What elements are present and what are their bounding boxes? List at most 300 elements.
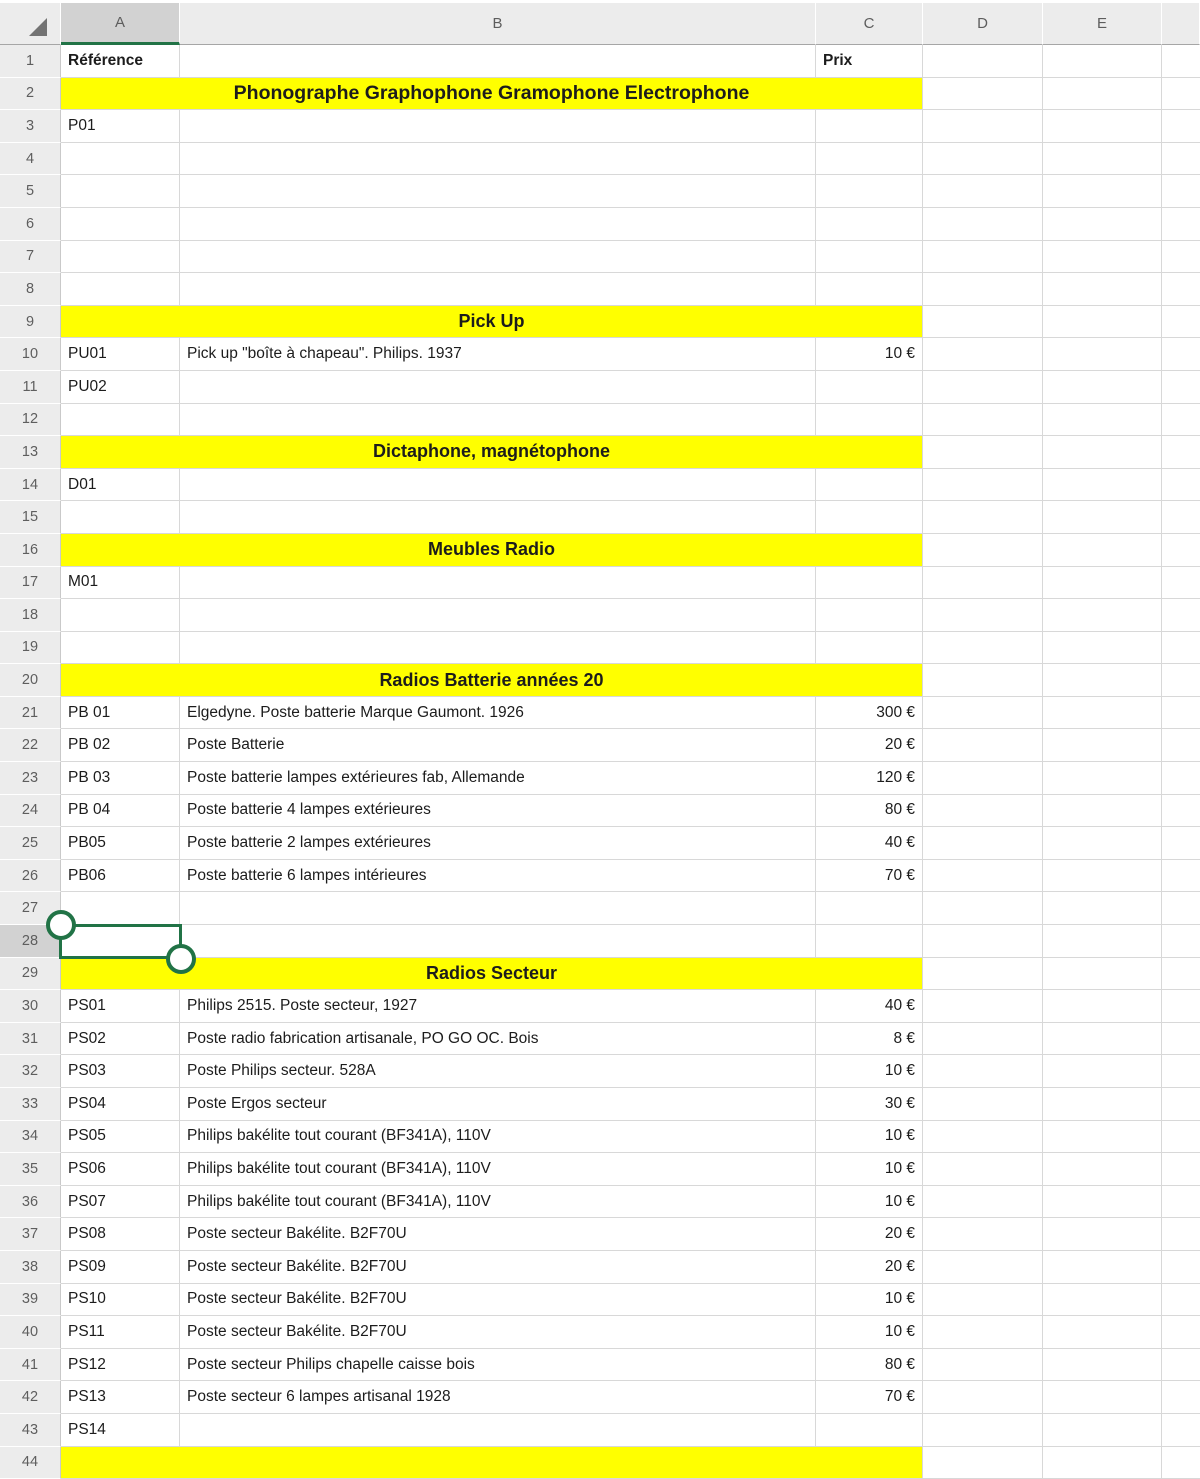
cell-D19[interactable] — [923, 632, 1043, 665]
row-header-13[interactable]: 13 — [0, 436, 61, 469]
cell-F18[interactable] — [1162, 599, 1200, 632]
cell-C41[interactable]: 80 € — [816, 1349, 923, 1382]
cell-B41[interactable]: Poste secteur Philips chapelle caisse bois — [180, 1349, 816, 1382]
cell-C19[interactable] — [816, 632, 923, 665]
cell-F26[interactable] — [1162, 860, 1200, 893]
cell-C11[interactable] — [816, 371, 923, 404]
cell-F43[interactable] — [1162, 1414, 1200, 1447]
cell-E4[interactable] — [1043, 143, 1162, 176]
cell-D30[interactable] — [923, 990, 1043, 1023]
cell-D42[interactable] — [923, 1381, 1043, 1414]
row-header-5[interactable]: 5 — [0, 175, 61, 208]
cell-A23[interactable]: PB 03 — [61, 762, 180, 795]
cell-C26[interactable]: 70 € — [816, 860, 923, 893]
selection-handle-top-left[interactable] — [46, 910, 76, 940]
cell-A6[interactable] — [61, 208, 180, 241]
cell-B12[interactable] — [180, 404, 816, 437]
row-header-23[interactable]: 23 — [0, 762, 61, 795]
cell-F23[interactable] — [1162, 762, 1200, 795]
cell-E8[interactable] — [1043, 273, 1162, 306]
cell-C22[interactable]: 20 € — [816, 729, 923, 762]
cell-A1[interactable]: Référence — [61, 45, 180, 78]
cell-E41[interactable] — [1043, 1349, 1162, 1382]
cell-C35[interactable]: 10 € — [816, 1153, 923, 1186]
cell-C17[interactable] — [816, 567, 923, 600]
cell-B28[interactable] — [180, 925, 816, 958]
cell-E2[interactable] — [1043, 78, 1162, 111]
cell-A42[interactable]: PS13 — [61, 1381, 180, 1414]
section-banner-row-13[interactable]: Dictaphone, magnétophone — [61, 436, 923, 469]
cell-C30[interactable]: 40 € — [816, 990, 923, 1023]
cell-D40[interactable] — [923, 1316, 1043, 1349]
cell-A27[interactable] — [61, 892, 180, 925]
row-header-1[interactable]: 1 — [0, 45, 61, 78]
cell-B21[interactable]: Elgedyne. Poste batterie Marque Gaumont. 1926 — [180, 697, 816, 730]
cell-D26[interactable] — [923, 860, 1043, 893]
row-header-16[interactable]: 16 — [0, 534, 61, 567]
row-header-20[interactable]: 20 — [0, 664, 61, 697]
column-header-C[interactable]: C — [816, 3, 923, 45]
row-header-25[interactable]: 25 — [0, 827, 61, 860]
cell-C21[interactable]: 300 € — [816, 697, 923, 730]
cell-F11[interactable] — [1162, 371, 1200, 404]
cell-A8[interactable] — [61, 273, 180, 306]
cell-B11[interactable] — [180, 371, 816, 404]
cell-F6[interactable] — [1162, 208, 1200, 241]
cell-F16[interactable] — [1162, 534, 1200, 567]
cell-E36[interactable] — [1043, 1186, 1162, 1219]
row-header-41[interactable]: 41 — [0, 1349, 61, 1382]
cell-E11[interactable] — [1043, 371, 1162, 404]
cell-C42[interactable]: 70 € — [816, 1381, 923, 1414]
cell-C10[interactable]: 10 € — [816, 338, 923, 371]
row-header-18[interactable]: 18 — [0, 599, 61, 632]
row-header-24[interactable]: 24 — [0, 795, 61, 828]
cell-B8[interactable] — [180, 273, 816, 306]
cell-E20[interactable] — [1043, 664, 1162, 697]
cell-B1[interactable] — [180, 45, 816, 78]
cell-E32[interactable] — [1043, 1055, 1162, 1088]
cell-A14[interactable]: D01 — [61, 469, 180, 502]
cell-B6[interactable] — [180, 208, 816, 241]
cell-B15[interactable] — [180, 501, 816, 534]
cell-E5[interactable] — [1043, 175, 1162, 208]
column-header-E[interactable]: E — [1043, 3, 1162, 45]
cell-A25[interactable]: PB05 — [61, 827, 180, 860]
cell-F41[interactable] — [1162, 1349, 1200, 1382]
cell-D23[interactable] — [923, 762, 1043, 795]
cell-D9[interactable] — [923, 306, 1043, 339]
select-all-button[interactable] — [0, 3, 61, 45]
cell-A31[interactable]: PS02 — [61, 1023, 180, 1056]
cell-F40[interactable] — [1162, 1316, 1200, 1349]
cell-B38[interactable]: Poste secteur Bakélite. B2F70U — [180, 1251, 816, 1284]
cell-F7[interactable] — [1162, 241, 1200, 274]
cell-B26[interactable]: Poste batterie 6 lampes intérieures — [180, 860, 816, 893]
cell-A33[interactable]: PS04 — [61, 1088, 180, 1121]
cell-E33[interactable] — [1043, 1088, 1162, 1121]
cell-E29[interactable] — [1043, 958, 1162, 991]
row-header-7[interactable]: 7 — [0, 241, 61, 274]
row-header-42[interactable]: 42 — [0, 1381, 61, 1414]
cell-C6[interactable] — [816, 208, 923, 241]
cell-C39[interactable]: 10 € — [816, 1284, 923, 1317]
cell-B27[interactable] — [180, 892, 816, 925]
cell-E6[interactable] — [1043, 208, 1162, 241]
cell-B14[interactable] — [180, 469, 816, 502]
cell-E24[interactable] — [1043, 795, 1162, 828]
cell-F42[interactable] — [1162, 1381, 1200, 1414]
cell-E28[interactable] — [1043, 925, 1162, 958]
cell-E16[interactable] — [1043, 534, 1162, 567]
cell-B39[interactable]: Poste secteur Bakélite. B2F70U — [180, 1284, 816, 1317]
cell-E34[interactable] — [1043, 1121, 1162, 1154]
cell-C34[interactable]: 10 € — [816, 1121, 923, 1154]
cell-F4[interactable] — [1162, 143, 1200, 176]
cell-D21[interactable] — [923, 697, 1043, 730]
cell-E43[interactable] — [1043, 1414, 1162, 1447]
row-header-6[interactable]: 6 — [0, 208, 61, 241]
cell-A5[interactable] — [61, 175, 180, 208]
cell-C36[interactable]: 10 € — [816, 1186, 923, 1219]
cell-D8[interactable] — [923, 273, 1043, 306]
cell-C3[interactable] — [816, 110, 923, 143]
row-header-38[interactable]: 38 — [0, 1251, 61, 1284]
cell-C33[interactable]: 30 € — [816, 1088, 923, 1121]
cell-C12[interactable] — [816, 404, 923, 437]
cell-F8[interactable] — [1162, 273, 1200, 306]
cell-D18[interactable] — [923, 599, 1043, 632]
cell-E19[interactable] — [1043, 632, 1162, 665]
cell-A40[interactable]: PS11 — [61, 1316, 180, 1349]
cell-B23[interactable]: Poste batterie lampes extérieures fab, Allemande — [180, 762, 816, 795]
cell-A32[interactable]: PS03 — [61, 1055, 180, 1088]
cell-A43[interactable]: PS14 — [61, 1414, 180, 1447]
cell-E40[interactable] — [1043, 1316, 1162, 1349]
cell-D28[interactable] — [923, 925, 1043, 958]
row-header-22[interactable]: 22 — [0, 729, 61, 762]
cell-D3[interactable] — [923, 110, 1043, 143]
cell-B5[interactable] — [180, 175, 816, 208]
cell-C15[interactable] — [816, 501, 923, 534]
row-header-35[interactable]: 35 — [0, 1153, 61, 1186]
cell-D14[interactable] — [923, 469, 1043, 502]
cell-A17[interactable]: M01 — [61, 567, 180, 600]
cell-C8[interactable] — [816, 273, 923, 306]
cell-B42[interactable]: Poste secteur 6 lampes artisanal 1928 — [180, 1381, 816, 1414]
cell-E1[interactable] — [1043, 45, 1162, 78]
cell-B32[interactable]: Poste Philips secteur. 528A — [180, 1055, 816, 1088]
cell-C23[interactable]: 120 € — [816, 762, 923, 795]
cell-B40[interactable]: Poste secteur Bakélite. B2F70U — [180, 1316, 816, 1349]
cell-F33[interactable] — [1162, 1088, 1200, 1121]
cell-B17[interactable] — [180, 567, 816, 600]
cell-A30[interactable]: PS01 — [61, 990, 180, 1023]
row-header-17[interactable]: 17 — [0, 567, 61, 600]
cell-D5[interactable] — [923, 175, 1043, 208]
cell-F21[interactable] — [1162, 697, 1200, 730]
cell-D2[interactable] — [923, 78, 1043, 111]
row-header-37[interactable]: 37 — [0, 1218, 61, 1251]
row-header-43[interactable]: 43 — [0, 1414, 61, 1447]
cell-A12[interactable] — [61, 404, 180, 437]
row-header-32[interactable]: 32 — [0, 1055, 61, 1088]
cell-F1[interactable] — [1162, 45, 1200, 78]
row-header-19[interactable]: 19 — [0, 632, 61, 665]
cell-E25[interactable] — [1043, 827, 1162, 860]
section-banner-row-20[interactable]: Radios Batterie années 20 — [61, 664, 923, 697]
column-header-partial[interactable] — [1162, 3, 1200, 45]
selection-handle-bottom-right[interactable] — [166, 944, 196, 974]
cell-F30[interactable] — [1162, 990, 1200, 1023]
cell-E35[interactable] — [1043, 1153, 1162, 1186]
cell-D12[interactable] — [923, 404, 1043, 437]
row-header-29[interactable]: 29 — [0, 958, 61, 991]
cell-E7[interactable] — [1043, 241, 1162, 274]
row-header-28[interactable]: 28 — [0, 925, 61, 958]
column-header-A[interactable]: A — [61, 3, 180, 45]
cell-F24[interactable] — [1162, 795, 1200, 828]
cell-B37[interactable]: Poste secteur Bakélite. B2F70U — [180, 1218, 816, 1251]
cell-A35[interactable]: PS06 — [61, 1153, 180, 1186]
cell-B36[interactable]: Philips bakélite tout courant (BF341A), 110V — [180, 1186, 816, 1219]
cell-D34[interactable] — [923, 1121, 1043, 1154]
row-header-14[interactable]: 14 — [0, 469, 61, 502]
cell-F5[interactable] — [1162, 175, 1200, 208]
cell-A3[interactable]: P01 — [61, 110, 180, 143]
cell-A36[interactable]: PS07 — [61, 1186, 180, 1219]
row-header-40[interactable]: 40 — [0, 1316, 61, 1349]
cell-F37[interactable] — [1162, 1218, 1200, 1251]
cell-F2[interactable] — [1162, 78, 1200, 111]
cell-D33[interactable] — [923, 1088, 1043, 1121]
cell-B33[interactable]: Poste Ergos secteur — [180, 1088, 816, 1121]
cell-D20[interactable] — [923, 664, 1043, 697]
cell-F12[interactable] — [1162, 404, 1200, 437]
cell-A11[interactable]: PU02 — [61, 371, 180, 404]
cell-B25[interactable]: Poste batterie 2 lampes extérieures — [180, 827, 816, 860]
cell-E30[interactable] — [1043, 990, 1162, 1023]
column-header-B[interactable]: B — [180, 3, 816, 45]
cell-F28[interactable] — [1162, 925, 1200, 958]
cell-F25[interactable] — [1162, 827, 1200, 860]
cell-C7[interactable] — [816, 241, 923, 274]
cell-F29[interactable] — [1162, 958, 1200, 991]
cell-B24[interactable]: Poste batterie 4 lampes extérieures — [180, 795, 816, 828]
cell-E27[interactable] — [1043, 892, 1162, 925]
cell-D25[interactable] — [923, 827, 1043, 860]
row-header-15[interactable]: 15 — [0, 501, 61, 534]
cell-E12[interactable] — [1043, 404, 1162, 437]
cell-B22[interactable]: Poste Batterie — [180, 729, 816, 762]
cell-F3[interactable] — [1162, 110, 1200, 143]
cell-B30[interactable]: Philips 2515. Poste secteur, 1927 — [180, 990, 816, 1023]
cell-E23[interactable] — [1043, 762, 1162, 795]
section-banner-row-2[interactable]: Phonographe Graphophone Gramophone Electrophone — [61, 78, 923, 111]
cell-C14[interactable] — [816, 469, 923, 502]
cell-F9[interactable] — [1162, 306, 1200, 339]
cell-D35[interactable] — [923, 1153, 1043, 1186]
cell-B18[interactable] — [180, 599, 816, 632]
cell-F27[interactable] — [1162, 892, 1200, 925]
cell-E10[interactable] — [1043, 338, 1162, 371]
row-header-3[interactable]: 3 — [0, 110, 61, 143]
cell-F39[interactable] — [1162, 1284, 1200, 1317]
section-banner-row-9[interactable]: Pick Up — [61, 306, 923, 339]
cell-C31[interactable]: 8 € — [816, 1023, 923, 1056]
cell-D37[interactable] — [923, 1218, 1043, 1251]
row-header-2[interactable]: 2 — [0, 78, 61, 111]
cell-F38[interactable] — [1162, 1251, 1200, 1284]
cell-E9[interactable] — [1043, 306, 1162, 339]
section-banner-row-29[interactable]: Radios Secteur — [61, 958, 923, 991]
cell-A10[interactable]: PU01 — [61, 338, 180, 371]
cell-C28[interactable] — [816, 925, 923, 958]
cell-A21[interactable]: PB 01 — [61, 697, 180, 730]
cell-C5[interactable] — [816, 175, 923, 208]
section-banner-row-16[interactable]: Meubles Radio — [61, 534, 923, 567]
cell-E44[interactable] — [1043, 1447, 1162, 1479]
cell-C32[interactable]: 10 € — [816, 1055, 923, 1088]
cell-D36[interactable] — [923, 1186, 1043, 1219]
cell-A7[interactable] — [61, 241, 180, 274]
row-header-26[interactable]: 26 — [0, 860, 61, 893]
cell-E22[interactable] — [1043, 729, 1162, 762]
cell-B3[interactable] — [180, 110, 816, 143]
cell-B35[interactable]: Philips bakélite tout courant (BF341A), 110V — [180, 1153, 816, 1186]
section-banner-row-44[interactable] — [61, 1447, 923, 1479]
row-header-4[interactable]: 4 — [0, 143, 61, 176]
cell-D41[interactable] — [923, 1349, 1043, 1382]
cell-D7[interactable] — [923, 241, 1043, 274]
row-header-44[interactable]: 44 — [0, 1447, 61, 1479]
row-header-8[interactable]: 8 — [0, 273, 61, 306]
cell-C38[interactable]: 20 € — [816, 1251, 923, 1284]
cell-E3[interactable] — [1043, 110, 1162, 143]
cell-A22[interactable]: PB 02 — [61, 729, 180, 762]
cell-D27[interactable] — [923, 892, 1043, 925]
row-header-31[interactable]: 31 — [0, 1023, 61, 1056]
cell-D10[interactable] — [923, 338, 1043, 371]
cell-E31[interactable] — [1043, 1023, 1162, 1056]
cell-D4[interactable] — [923, 143, 1043, 176]
row-header-34[interactable]: 34 — [0, 1121, 61, 1154]
cell-C25[interactable]: 40 € — [816, 827, 923, 860]
cell-A18[interactable] — [61, 599, 180, 632]
cell-F14[interactable] — [1162, 469, 1200, 502]
row-header-10[interactable]: 10 — [0, 338, 61, 371]
row-header-9[interactable]: 9 — [0, 306, 61, 339]
row-header-33[interactable]: 33 — [0, 1088, 61, 1121]
cell-A26[interactable]: PB06 — [61, 860, 180, 893]
cell-C27[interactable] — [816, 892, 923, 925]
row-header-12[interactable]: 12 — [0, 404, 61, 437]
row-header-30[interactable]: 30 — [0, 990, 61, 1023]
column-header-D[interactable]: D — [923, 3, 1043, 45]
cell-F31[interactable] — [1162, 1023, 1200, 1056]
cell-D44[interactable] — [923, 1447, 1043, 1479]
cell-B4[interactable] — [180, 143, 816, 176]
cell-D38[interactable] — [923, 1251, 1043, 1284]
cell-D1[interactable] — [923, 45, 1043, 78]
cell-F35[interactable] — [1162, 1153, 1200, 1186]
cell-F17[interactable] — [1162, 567, 1200, 600]
cell-D32[interactable] — [923, 1055, 1043, 1088]
cell-D16[interactable] — [923, 534, 1043, 567]
cell-E42[interactable] — [1043, 1381, 1162, 1414]
cell-D39[interactable] — [923, 1284, 1043, 1317]
row-header-11[interactable]: 11 — [0, 371, 61, 404]
cell-E38[interactable] — [1043, 1251, 1162, 1284]
cell-F34[interactable] — [1162, 1121, 1200, 1154]
cell-E18[interactable] — [1043, 599, 1162, 632]
cell-A34[interactable]: PS05 — [61, 1121, 180, 1154]
cell-E39[interactable] — [1043, 1284, 1162, 1317]
cell-D29[interactable] — [923, 958, 1043, 991]
cell-B19[interactable] — [180, 632, 816, 665]
cell-D11[interactable] — [923, 371, 1043, 404]
cell-D31[interactable] — [923, 1023, 1043, 1056]
cell-E17[interactable] — [1043, 567, 1162, 600]
cell-E15[interactable] — [1043, 501, 1162, 534]
cell-A15[interactable] — [61, 501, 180, 534]
cell-A37[interactable]: PS08 — [61, 1218, 180, 1251]
cell-D15[interactable] — [923, 501, 1043, 534]
cell-B43[interactable] — [180, 1414, 816, 1447]
cell-C37[interactable]: 20 € — [816, 1218, 923, 1251]
cell-F19[interactable] — [1162, 632, 1200, 665]
row-header-21[interactable]: 21 — [0, 697, 61, 730]
cell-A4[interactable] — [61, 143, 180, 176]
cell-C4[interactable] — [816, 143, 923, 176]
cell-D24[interactable] — [923, 795, 1043, 828]
cell-A24[interactable]: PB 04 — [61, 795, 180, 828]
cell-F15[interactable] — [1162, 501, 1200, 534]
active-cell-selection[interactable] — [59, 924, 182, 959]
cell-E14[interactable] — [1043, 469, 1162, 502]
cell-C24[interactable]: 80 € — [816, 795, 923, 828]
cell-A38[interactable]: PS09 — [61, 1251, 180, 1284]
cell-D22[interactable] — [923, 729, 1043, 762]
cell-A41[interactable]: PS12 — [61, 1349, 180, 1382]
cell-F20[interactable] — [1162, 664, 1200, 697]
cell-C18[interactable] — [816, 599, 923, 632]
cell-F44[interactable] — [1162, 1447, 1200, 1479]
row-header-36[interactable]: 36 — [0, 1186, 61, 1219]
cell-C43[interactable] — [816, 1414, 923, 1447]
cell-D6[interactable] — [923, 208, 1043, 241]
cell-E13[interactable] — [1043, 436, 1162, 469]
cell-F10[interactable] — [1162, 338, 1200, 371]
cell-F32[interactable] — [1162, 1055, 1200, 1088]
cell-D17[interactable] — [923, 567, 1043, 600]
cell-F22[interactable] — [1162, 729, 1200, 762]
cell-E37[interactable] — [1043, 1218, 1162, 1251]
cell-B34[interactable]: Philips bakélite tout courant (BF341A), 110V — [180, 1121, 816, 1154]
cell-D13[interactable] — [923, 436, 1043, 469]
cell-A39[interactable]: PS10 — [61, 1284, 180, 1317]
row-header-27[interactable]: 27 — [0, 892, 61, 925]
cell-C40[interactable]: 10 € — [816, 1316, 923, 1349]
cell-B7[interactable] — [180, 241, 816, 274]
cell-E21[interactable] — [1043, 697, 1162, 730]
cell-B31[interactable]: Poste radio fabrication artisanale, PO GO OC. Bois — [180, 1023, 816, 1056]
cell-A19[interactable] — [61, 632, 180, 665]
cell-F13[interactable] — [1162, 436, 1200, 469]
cell-D43[interactable] — [923, 1414, 1043, 1447]
cell-F36[interactable] — [1162, 1186, 1200, 1219]
cell-B10[interactable]: Pick up "boîte à chapeau". Philips. 1937 — [180, 338, 816, 371]
